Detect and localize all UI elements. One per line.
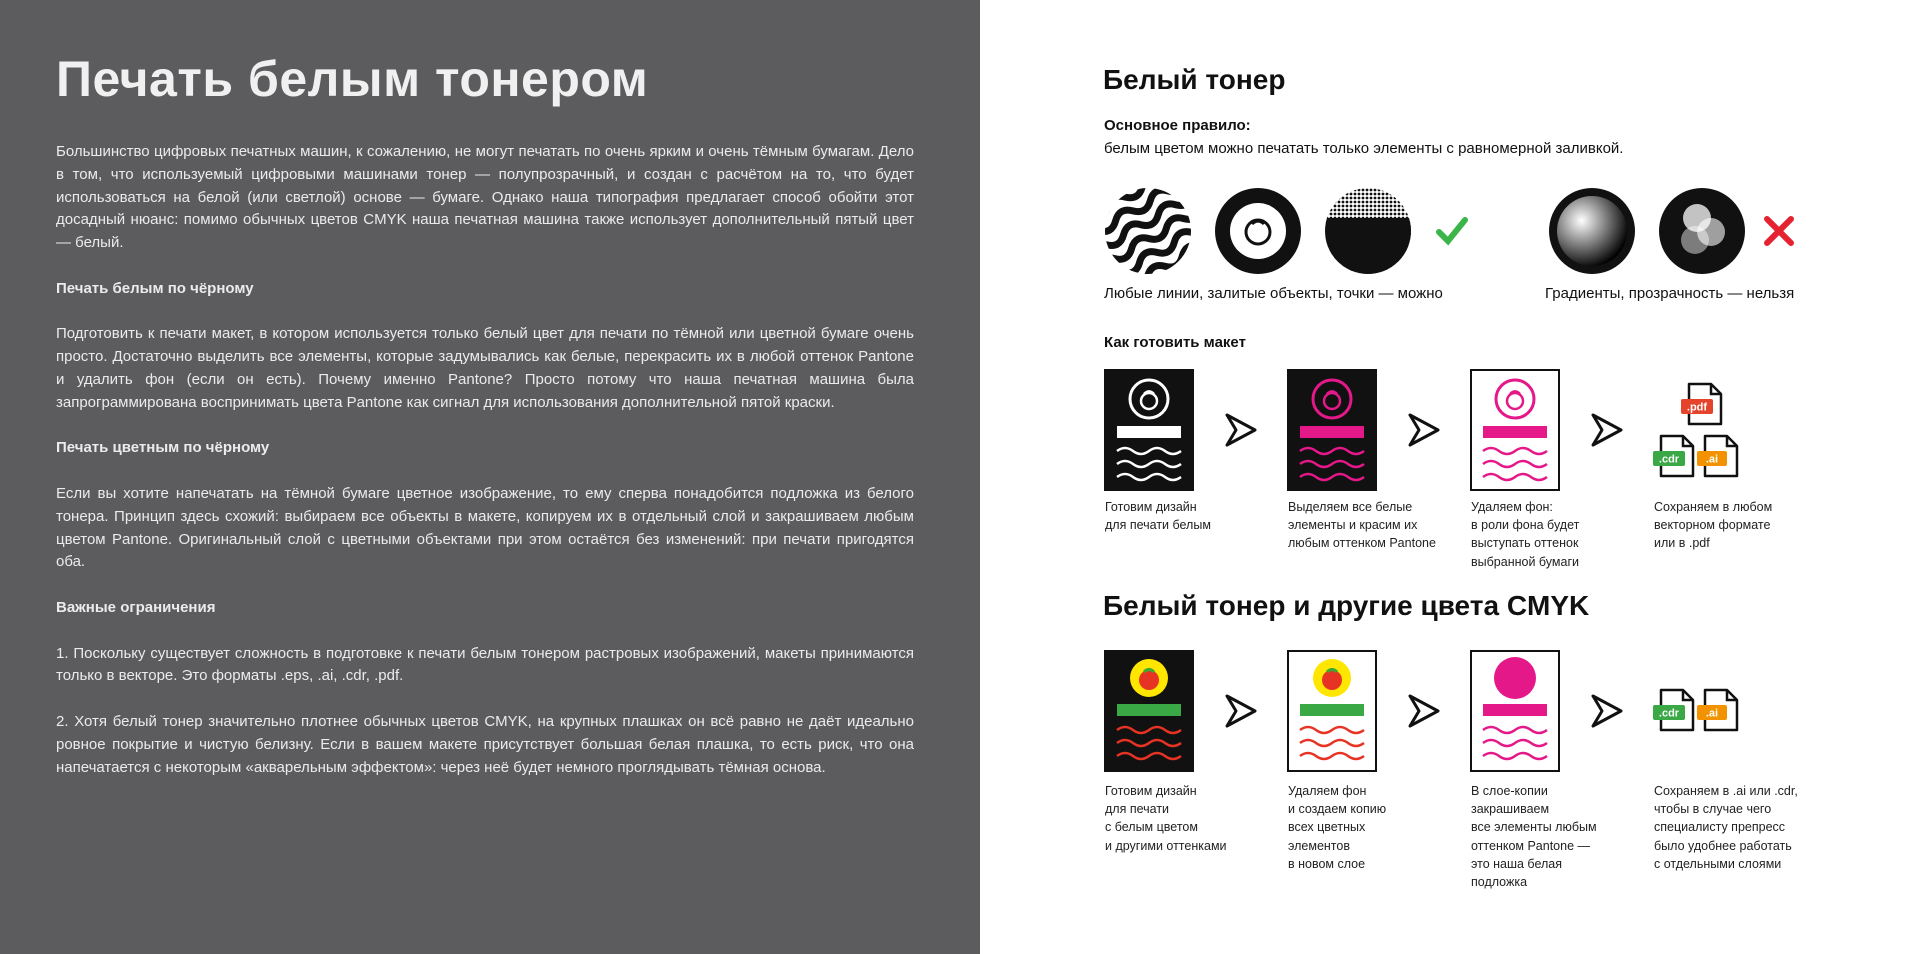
ai-label: .ai xyxy=(1705,453,1719,466)
cdr-file-icon xyxy=(1653,688,1697,734)
paragraph: Подготовить к печати макет, в котором используется только белый цвет для печати по тёмной или цветной бумаге очень просто. Достаточно выделить все элементы, которые задумывались как белые, перекрасить их в любой оттенок Pantone и удалить фон (если он есть). Почему именно Pantone? Просто потому что наша печатная машина была запрограммирована воспринимать цвета Pantone как сигнал для использования дополнительной пятой краски. xyxy=(56,325,914,411)
rule-text: белым цветом можно печатать только элементы с равномерной заливкой. xyxy=(1104,140,1624,157)
paragraph: Если вы хотите напечатать на тёмной бумаге цветное изображение, то ему сперва понадобится подложка из белого тонера. Принцип здесь схожий: выбираем все объекты в макете, копируем их в отдельный слой и закрашиваем любым цветом Pantone. Оригинальный слой с цветными объектами при этом остаётся без изменений: при печати пригодятся оба. xyxy=(56,484,914,571)
section-heading: Печать цветным по чёрному xyxy=(56,439,270,457)
arrow-icon xyxy=(1224,693,1258,729)
paragraph: Большинство цифровых печатных машин, к сожалению, не могут печатать по очень ярким и очень тёмным бумагам. Дело в том, что используемый цифровыми машинами тонер — полупрозрачный, и создан с расчётом на то, что будет использоваться на белой (или светлой) основе — бумаге. Однако наша типография предлагает способ обойти этот досадный нюанс: помимо обычных цветов CMYK наша печатная машина также использует дополнительный пятый цвет — белый. xyxy=(56,143,914,252)
design-pantone-card-icon xyxy=(1287,369,1377,491)
arrow-icon xyxy=(1224,412,1258,448)
paragraph: 2. Хотя белый тонер значительно плотнее обычных цветов CMYK, на крупных плашках он всё равно не даёт идеально ровное покрытие и чистую белизну. Если в вашем макете присутствует большая белая плашка, то есть риск, что она напечатается с некоторым «акварельным эффектом»: через неё будет немного проглядывать тёмная основа. xyxy=(56,712,914,776)
solid-logo-circle-icon xyxy=(1215,188,1301,274)
design-white-card-icon xyxy=(1104,369,1194,491)
forbidden-caption: Градиенты, прозрачность — нельзя xyxy=(1545,285,1795,302)
pdf-label: .pdf xyxy=(1686,401,1708,414)
article-body xyxy=(56,141,914,802)
gradient-circle-icon xyxy=(1549,188,1635,274)
step1-caption: Готовим дизайн для печати белым xyxy=(1105,500,1211,533)
wavy-lines-circle-icon xyxy=(1105,188,1191,274)
paragraph: 1. Поскольку существует сложность в подготовке к печати белым тонером растровых изображений, макеты принимаются только в векторе. Это форматы .eps, .ai, .cdr, .pdf. xyxy=(56,644,914,685)
cdr-file-icon xyxy=(1653,434,1697,480)
pdf-file-icon xyxy=(1681,382,1725,428)
file-formats-group-2 xyxy=(1653,688,1743,738)
arrow-icon xyxy=(1590,412,1624,448)
section-title-white-cmyk: Белый тонер и другие цвета CMYK xyxy=(1103,590,1590,621)
design-color-card-icon xyxy=(1104,650,1194,772)
step4-caption: Сохраняем в любом векторном формате или в .pdf xyxy=(1654,500,1773,551)
howto-title: Как готовить макет xyxy=(1104,334,1246,351)
ai-label: .ai xyxy=(1705,707,1719,720)
step5-caption: Готовим дизайн для печати с белым цветом и другими оттенками xyxy=(1105,784,1227,853)
step8-caption: Сохраняем в .ai или .cdr, чтобы в случае чего специалисту препресс было удобнее работать с отдельными слоями xyxy=(1654,784,1798,871)
arrow-icon xyxy=(1407,693,1441,729)
arrow-icon xyxy=(1407,412,1441,448)
check-icon xyxy=(1435,214,1469,248)
cdr-label: .cdr xyxy=(1658,453,1680,466)
arrow-icon xyxy=(1590,693,1624,729)
file-formats-group xyxy=(1653,382,1743,482)
page-title: Печать белым тонером xyxy=(56,51,649,107)
cross-icon xyxy=(1762,214,1796,248)
design-color-copy-card-icon xyxy=(1287,650,1377,772)
step7-caption: В слое-копии закрашиваем все элементы любым оттенком Pantone — это наша белая подложка xyxy=(1471,784,1597,890)
allowed-caption: Любые линии, залитые объекты, точки — можно xyxy=(1104,285,1443,302)
right-panel xyxy=(980,0,1920,954)
rule-label: Основное правило: xyxy=(1104,117,1251,134)
step2-caption: Выделяем все белые элементы и красим их любым оттенком Pantone xyxy=(1288,500,1436,551)
step3-caption: Удаляем фон: в роли фона будет выступать оттенок выбранной бумаги xyxy=(1471,500,1580,569)
transparency-circle-icon xyxy=(1659,188,1745,274)
design-underlay-card-icon xyxy=(1470,650,1560,772)
halftone-dots-circle-icon xyxy=(1325,188,1411,274)
ai-file-icon xyxy=(1697,434,1741,480)
design-no-background-card-icon xyxy=(1470,369,1560,491)
step6-caption: Удаляем фон и создаем копию всех цветных элементов в новом слое xyxy=(1288,784,1387,871)
cdr-label: .cdr xyxy=(1658,707,1680,720)
section-title-white-toner: Белый тонер xyxy=(1103,64,1286,95)
section-heading: Важные ограничения xyxy=(56,598,216,616)
section-heading: Печать белым по чёрному xyxy=(56,279,254,297)
ai-file-icon xyxy=(1697,688,1741,734)
